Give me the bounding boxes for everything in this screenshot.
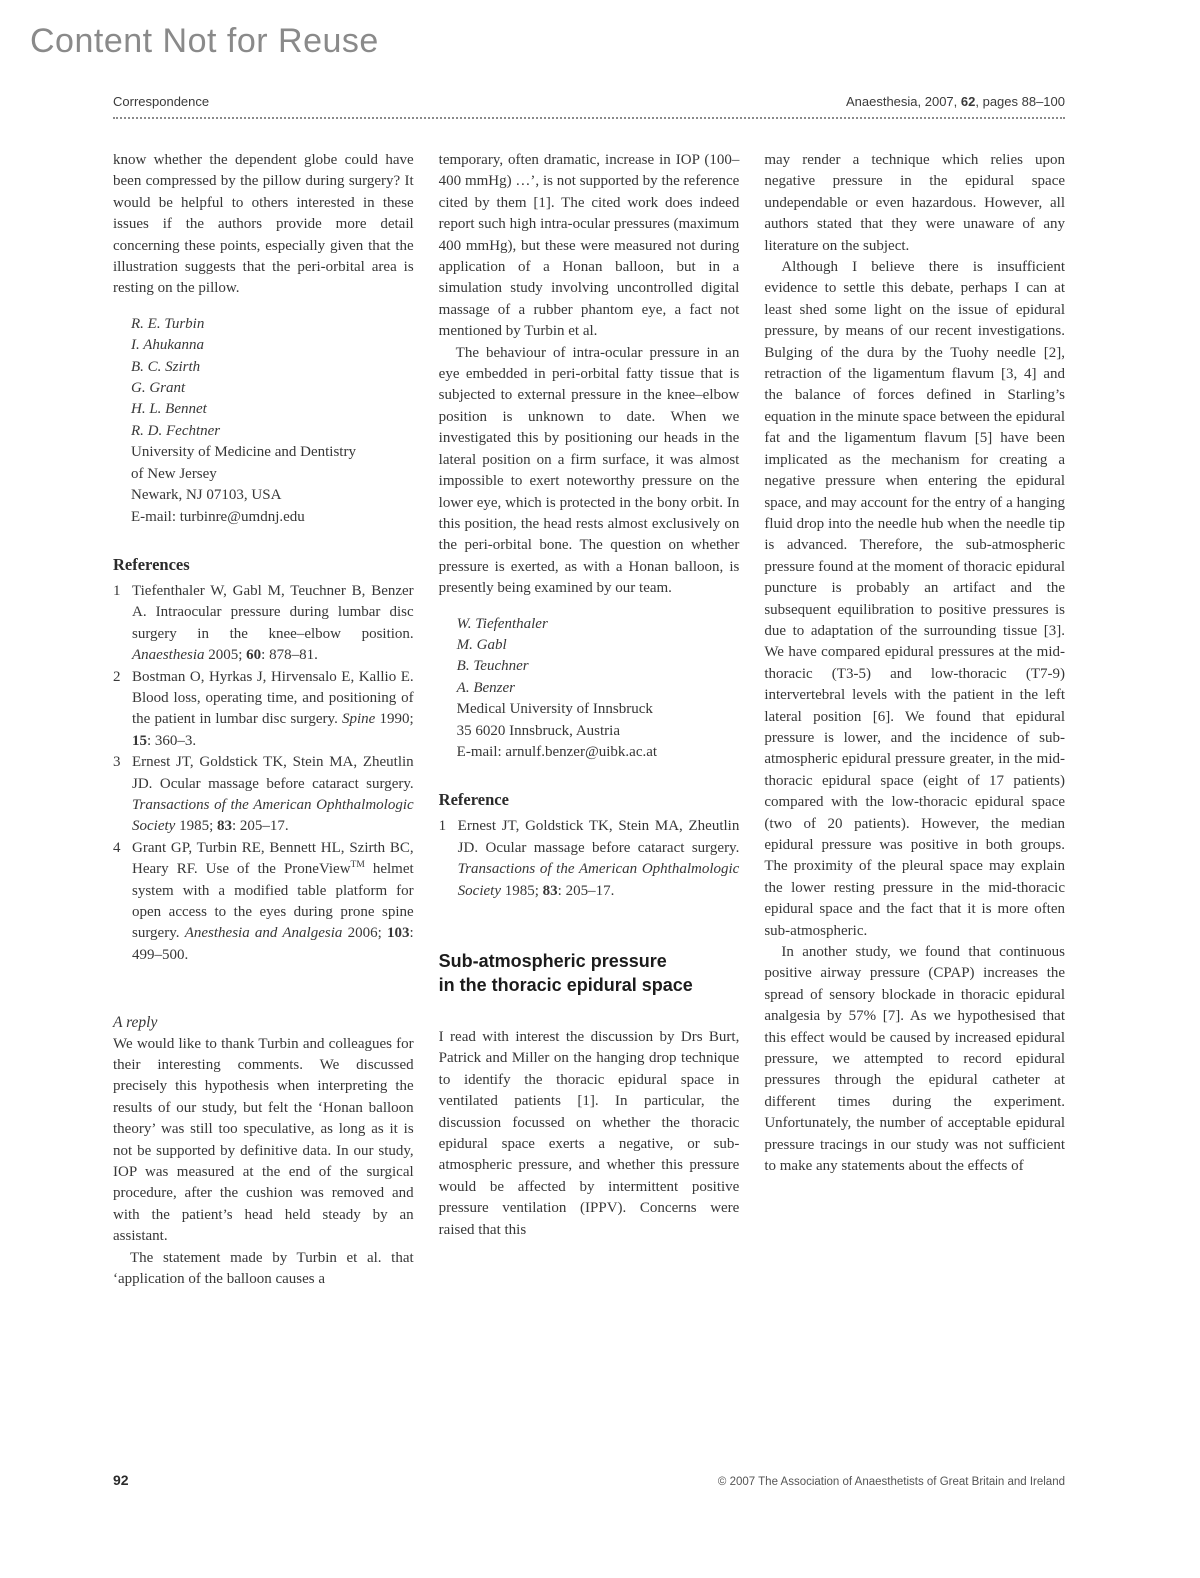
reference-text bbox=[458, 818, 740, 898]
text-segment: Transactions of the American Ophthalmologic Society bbox=[457, 861, 740, 899]
signature-block bbox=[457, 614, 740, 764]
column-1 bbox=[113, 150, 414, 1291]
author-affiliation: University of Medicine and Dentistry bbox=[131, 444, 356, 461]
author-name: R. E. Turbin bbox=[131, 315, 205, 332]
text-segment: : 360–3. bbox=[147, 732, 197, 749]
text-segment: Anaesthesia bbox=[132, 647, 205, 664]
author-name: B. Teuchner bbox=[456, 658, 529, 675]
text-segment: 2006; bbox=[342, 925, 387, 942]
journal-header bbox=[113, 94, 1065, 109]
author-name: H. L. Bennet bbox=[131, 401, 207, 418]
reference-list bbox=[113, 581, 414, 966]
text-segment: 1985; bbox=[175, 818, 217, 835]
paragraph: I read with interest the discussion by Drs Burt, Patrick and Miller on the hanging drop technique to identify the thoracic epidural space in ventilated patients [1]. In particular, the discussion focussed on whether the thoracic epidural space exerts a negative, or sub-atmospheric pressure, and whether this pressure would be affected by intermittent positive pressure ventilation (IPPV). Concerns were raised that this bbox=[438, 1029, 740, 1238]
text-segment: Bostman O, Hyrkas J, Hirvensalo E, Kallio E. Blood loss, operating time, and positioning of the patient in lumbar disc surgery. bbox=[132, 668, 414, 728]
author-name: B. C. Szirth bbox=[131, 358, 201, 375]
text-segment: 2005; bbox=[204, 647, 247, 664]
reference-list bbox=[439, 816, 740, 902]
reference-number: 4 bbox=[113, 839, 121, 856]
header-section-title: Correspondence bbox=[113, 94, 210, 109]
paragraph: In another study, we found that continuous positive airway pressure (CPAP) increases the spread of sensory blockade in thoracic epidural analgesia by 57% [7]. As we hypothesised that this effect would be caused by increased epidural pressure, we attempted to record epidural pressures through the epidural catheter at different times during the experiment. Unfortunately, the number of acceptable epidural pressure tracings in our study was not sufficient to make any statements about the effects of bbox=[764, 944, 1066, 1175]
copyright-notice: © 2007 The Association of Anaesthetists of Great Britain and Ireland bbox=[717, 1476, 1065, 1488]
paragraph: We would like to thank Turbin and colleagues for their interesting comments. We discussed precisely this hypothesis when interpreting the results of our study, but felt the ‘Honan balloon theory’ was still too speculative, as long as it is not be supported by definitive data. In our study, IOP was measured at the end of the surgical procedure, after the cushion was removed and with the patient’s head held steady by an assistant. bbox=[113, 1035, 414, 1245]
author-affiliation: Medical University of Innsbruck bbox=[456, 701, 653, 718]
letter-title-line: Sub-atmospheric pressure bbox=[438, 951, 667, 971]
text-segment: 1990; bbox=[375, 711, 414, 728]
text-segment: , pages 88–100 bbox=[975, 94, 1065, 109]
text-segment: : 205–17. bbox=[557, 882, 615, 899]
reference-item bbox=[439, 816, 740, 902]
author-affiliation: of New Jersey bbox=[131, 465, 217, 482]
reference-number: 1 bbox=[438, 818, 447, 835]
author-affiliation: E-mail: arnulf.benzer@uibk.ac.at bbox=[456, 743, 658, 760]
header-journal-citation bbox=[846, 94, 1065, 109]
text-segment: 83 bbox=[542, 882, 558, 899]
page-footer bbox=[113, 1472, 1065, 1488]
text-segment: helmet system with a modified table platform for open access to the eyes during prone spine surgery. bbox=[132, 861, 414, 942]
text-segment: Anaesthesia, 2007, bbox=[845, 94, 961, 109]
reference-item bbox=[113, 667, 414, 753]
reference-text bbox=[132, 669, 414, 749]
reference-text bbox=[132, 840, 414, 963]
text-segment: 1985; bbox=[500, 882, 543, 899]
paragraph: Although I believe there is insufficient evidence to settle this debate, perhaps I can at least shed some light on the issue of epidural pressure, by means of our recent investigations. Bulging of the dura by the Tuohy needle [2], retraction of the ligamentum flavum [3, 4] and the balance of forces defined in Starling’s equation in the minute space between the epidural fat and the ligamentum flavum [5] have been implicated as the mechanism for creating a negative pressure when entering the epidural space, and may account for the entry of a hanging fluid drop into the needle hub when the needle tip is advanced. Therefore, the sub-atmospheric pressure found at the moment of thoracic epidural puncture is probably an artifact and the subsequent equilibration to positive pressures is due to adaptation of the surrounding tissue [3]. We have compared epidural pressures at the mid-thoracic (T3-5) and low-thoracic (T7-9) intervertebral levels with the patient in the left lateral position [6]. We found that epidural pressure is lower, and the incidence of sub-atmospheric epidural pressure greater, in the mid-thoracic epidural space (eight of 17 patients) compared with the low-thoracic epidural space (two of 20 patients). However, the median epidural pressure was positive in both groups. The proximity of the pleural space may explain the lower resting pressure in the mid-thoracic epidural space and the fact that it is more often sub-atmospheric. bbox=[764, 259, 1066, 939]
author-name: R. D. Fechtner bbox=[131, 422, 221, 439]
author-affiliation: 35 6020 Innsbruck, Austria bbox=[456, 722, 620, 739]
text-segment: Anesthesia and Analgesia bbox=[184, 925, 343, 942]
paragraph: The statement made by Turbin et al. that ‘application of the balloon causes a bbox=[113, 1249, 414, 1288]
column-2 bbox=[439, 150, 740, 1291]
paragraph: may render a technique which relies upon negative pressure in the epidural space undependable or even hazardous. However, all authors stated that they were unaware of any literature on the subject. bbox=[764, 152, 1066, 254]
text-segment: Spine bbox=[342, 711, 376, 728]
reference-item bbox=[113, 752, 414, 838]
paragraph: temporary, often dramatic, increase in IOP (100–400 mmHg) …’, is not supported by the reference cited by them [1]. The cited work does indeed report such high intra-ocular pressures (maximum 400 mmHg), but these were measured not during application of a Honan balloon, but in a simulation study involving uncontrolled digital massage of a rubber phantom eye, a fact not mentioned by Turbin et al. bbox=[438, 152, 740, 340]
reference-item bbox=[113, 581, 414, 667]
author-name: A. Benzer bbox=[456, 679, 515, 696]
text-segment: 83 bbox=[216, 818, 232, 835]
reference-item bbox=[113, 838, 414, 966]
author-affiliation: Newark, NJ 07103, USA bbox=[131, 487, 282, 504]
reference-text bbox=[132, 754, 414, 834]
header-dotted-rule bbox=[113, 117, 1065, 119]
text-segment: : 205–17. bbox=[231, 818, 289, 835]
letter-title bbox=[439, 950, 740, 997]
reference-number: 2 bbox=[113, 668, 121, 685]
author-name: W. Tiefenthaler bbox=[456, 615, 548, 632]
author-affiliation: E-mail: turbinre@umdnj.edu bbox=[131, 508, 305, 525]
paragraph: The behaviour of intra-ocular pressure in an eye embedded in peri-orbital fatty tissue that is subjected to external pressure in the knee–elbow position is unknown to date. When we investigated this by positioning our heads in the lateral position on a firm surface, it was almost impossible to exert noteworthy pressure on the lower eye, which is protected in the bony orbit. In this position, the head rests almost exclusively on the peri-orbital bone. The question on whether pressure is exerted, as with a Honan balloon, is presently being examined by our team. bbox=[438, 344, 740, 597]
text-segment: TM bbox=[350, 860, 365, 871]
signature-block bbox=[131, 314, 414, 528]
text-segment: 15 bbox=[132, 732, 147, 749]
references-heading: Reference bbox=[438, 790, 509, 810]
reply-heading: A reply bbox=[113, 1014, 158, 1032]
reference-number: 3 bbox=[113, 754, 121, 771]
text-segment: Ernest JT, Goldstick TK, Stein MA, Zheutlin JD. Ocular massage before cataract surgery. bbox=[457, 818, 740, 856]
page-number: 92 bbox=[113, 1472, 129, 1488]
references-heading: References bbox=[113, 554, 190, 574]
reference-number: 1 bbox=[113, 582, 121, 599]
text-segment: Ernest JT, Goldstick TK, Stein MA, Zheutlin JD. Ocular massage before cataract surgery. bbox=[132, 754, 414, 792]
text-segment: Grant GP, Turbin RE, Bennett HL, Szirth BC, Heary RF. Use of the ProneView bbox=[132, 839, 414, 878]
paragraph: know whether the dependent globe could have been compressed by the pillow during surgery? It would be helpful to others interested in these issues if the authors provide more detail concerning these points, especially given that the illustration suggests that the peri-orbital area is resting on the pillow. bbox=[113, 152, 414, 297]
author-name: I. Ahukanna bbox=[131, 337, 205, 354]
reference-text bbox=[132, 583, 414, 663]
text-segment: : 878–81. bbox=[261, 647, 318, 664]
content-not-for-reuse-watermark: Content Not for Reuse bbox=[30, 22, 379, 60]
text-segment: 62 bbox=[960, 94, 976, 109]
three-column-text-area bbox=[113, 150, 1065, 1291]
text-segment: : 499–500. bbox=[132, 925, 414, 963]
text-segment: 60 bbox=[246, 647, 262, 664]
author-name: G. Grant bbox=[131, 380, 186, 397]
author-name: M. Gabl bbox=[456, 636, 507, 653]
text-segment: 103 bbox=[387, 925, 410, 942]
text-segment: Transactions of the American Ophthalmologic Society bbox=[132, 796, 414, 835]
text-segment: Tiefenthaler W, Gabl M, Teuchner B, Benzer A. Intraocular pressure during lumbar disc surgery in the knee–elbow position. bbox=[132, 582, 414, 642]
letter-title-line: in the thoracic epidural space bbox=[438, 974, 693, 995]
column-3 bbox=[764, 150, 1065, 1291]
